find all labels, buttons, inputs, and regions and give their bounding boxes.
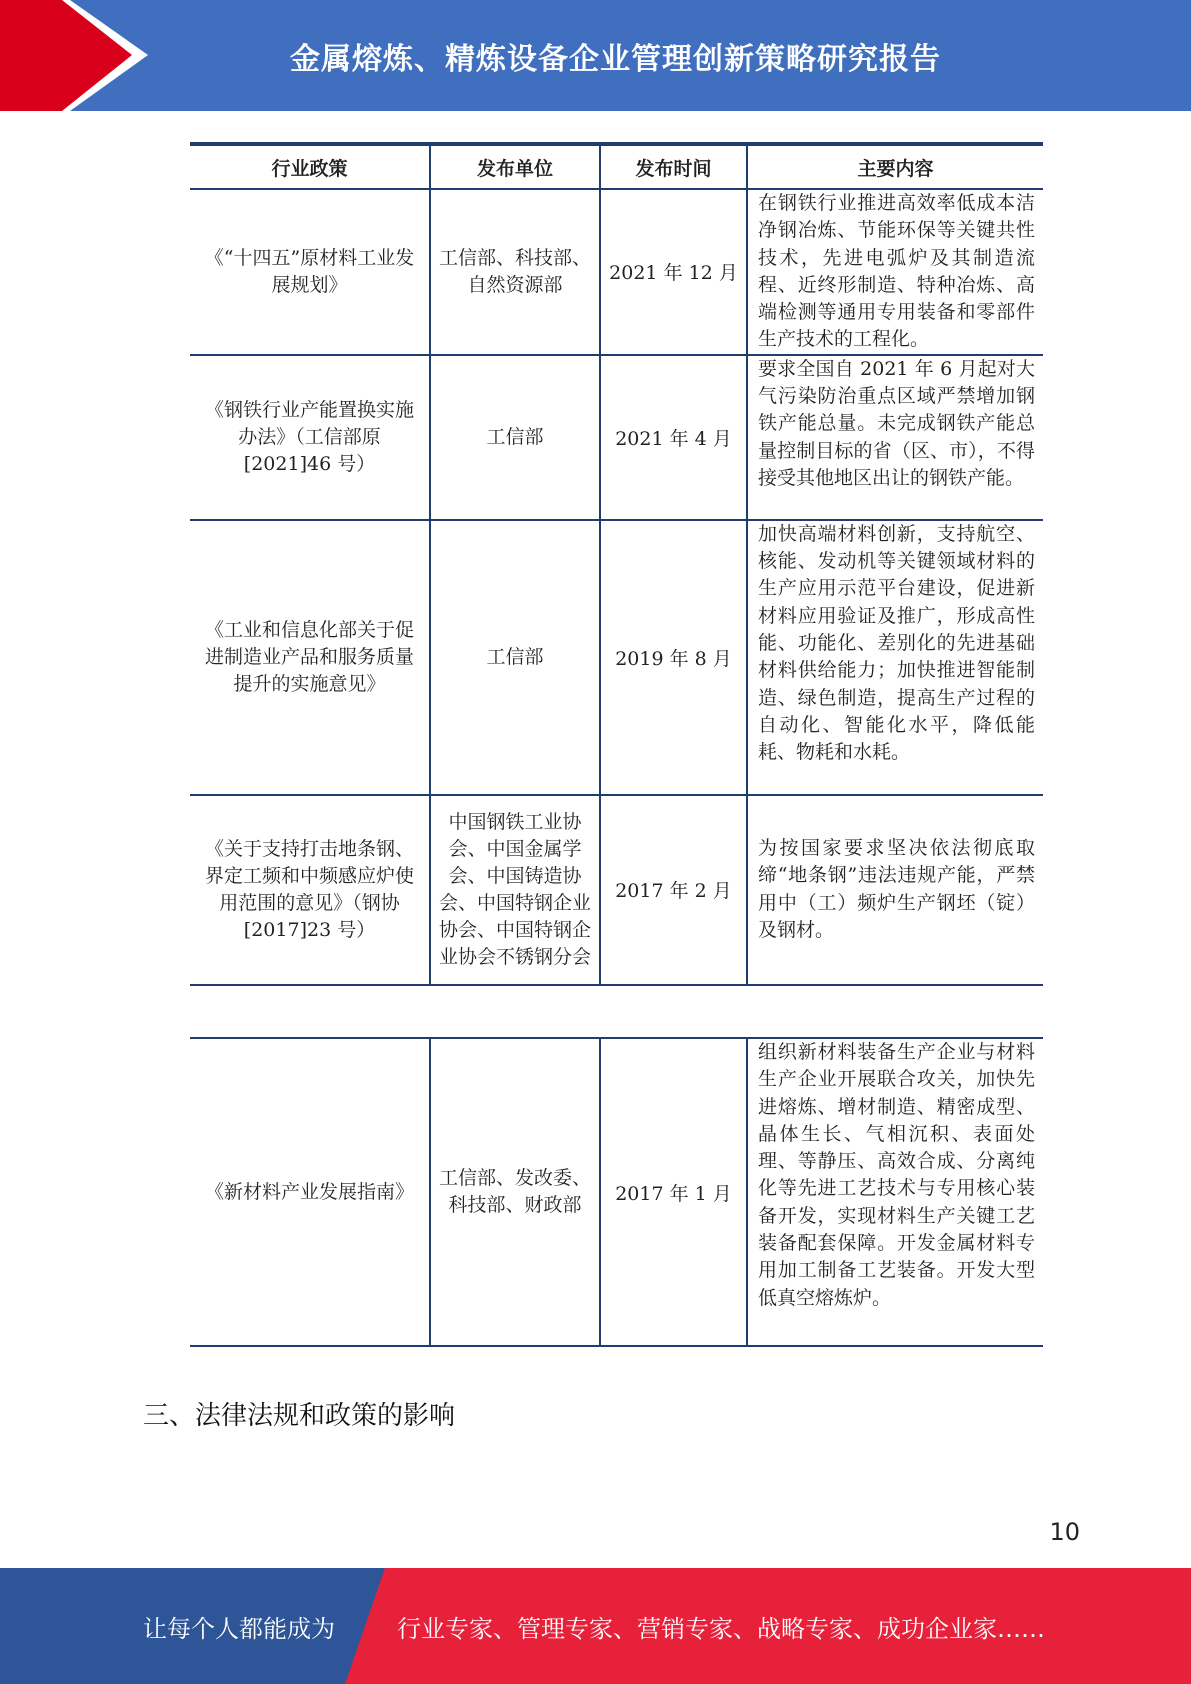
issuing-unit: 工信部 [430, 355, 600, 520]
table-row [190, 520, 1043, 795]
main-content: 加快高端材料创新，支持航空、核能、发动机等关键领域材料的生产应用示范平台建设，促进新材料应用验证及推广，形成高性能、功能化、差别化的先进基础材料供给能力；加快推进智能制造、绿色制造，提高生产过程的自动化、智能化水平，降低能耗、物耗和水耗。 [747, 520, 1043, 795]
report-title: 金属熔炼、精炼设备企业管理创新策略研究报告 [290, 41, 941, 77]
main-content: 在钢铁行业推进高效率低成本洁净钢冶炼、节能环保等关键共性技术，先进电弧炉及其制造流程、近终形制造、特种冶炼、高端检测等通用专用装备和零部件生产技术的工程化。 [747, 189, 1043, 355]
page-footer [0, 1568, 1191, 1684]
main-content: 要求全国自 2021 年 6 月起对大气污染防治重点区域严禁增加钢铁产能总量。未完成钢铁产能总量控制目标的省（区、市），不得接受其他地区出让的钢铁产能。 [747, 355, 1043, 520]
section-heading: 三、法律法规和政策的影响 [143, 1401, 456, 1431]
main-content: 组织新材料装备生产企业与材料生产企业开展联合攻关，加快先进熔炼、增材制造、精密成型、晶体生长、气相沉积、表面处理、等静压、高效合成、分离纯化等先进工艺技术与专用核心装备开发，实现材料生产关键工艺装备配套保障。开发金属材料专用加工制备工艺装备。开发大型低真空熔炼炉。 [747, 1038, 1043, 1346]
issue-date: 2017 年 2 月 [600, 795, 747, 985]
policy-name: 《新材料产业发展指南》 [190, 1038, 430, 1346]
footer-tagline: 行业专家、管理专家、营销专家、战略专家、成功企业家…… [397, 1614, 1045, 1643]
issuing-unit: 工信部 [430, 520, 600, 795]
issuing-unit: 工信部、科技部、自然资源部 [430, 189, 600, 355]
column-header-policy: 行业政策 [190, 144, 430, 189]
page-number: 10 [1049, 1518, 1080, 1546]
issue-date: 2021 年 12 月 [600, 189, 747, 355]
issuing-unit: 中国钢铁工业协会、中国金属学会、中国铸造协会、中国特钢企业协会、中国特钢企业协会不锈钢分会 [430, 795, 600, 985]
table-row [190, 1038, 1043, 1346]
table-row [190, 189, 1043, 355]
table-row [190, 795, 1043, 985]
column-header-date: 发布时间 [600, 144, 747, 189]
policy-table [190, 142, 1043, 986]
page-header [0, 0, 1191, 111]
column-header-content: 主要内容 [747, 144, 1043, 189]
policy-name: 《钢铁行业产能置换实施办法》（工信部原[2021]46 号） [190, 355, 430, 520]
policy-name: 《工业和信息化部关于促进制造业产品和服务质量提升的实施意见》 [190, 520, 430, 795]
issue-date: 2021 年 4 月 [600, 355, 747, 520]
main-content: 为按国家要求坚决依法彻底取缔“地条钢”违法违规产能，严禁用中（工）频炉生产钢坯（锭）及钢材。 [747, 795, 1043, 985]
policy-table-continued [190, 1037, 1043, 1347]
footer-slogan: 让每个人都能成为 [143, 1614, 335, 1643]
column-header-unit: 发布单位 [430, 144, 600, 189]
issue-date: 2019 年 8 月 [600, 520, 747, 795]
issue-date: 2017 年 1 月 [600, 1038, 747, 1346]
table-row [190, 355, 1043, 520]
policy-name: 《关于支持打击地条钢、界定工频和中频感应炉使用范围的意见》（钢协[2017]23 号） [190, 795, 430, 985]
policy-name: 《“十四五”原材料工业发展规划》 [190, 189, 430, 355]
issuing-unit: 工信部、发改委、科技部、财政部 [430, 1038, 600, 1346]
